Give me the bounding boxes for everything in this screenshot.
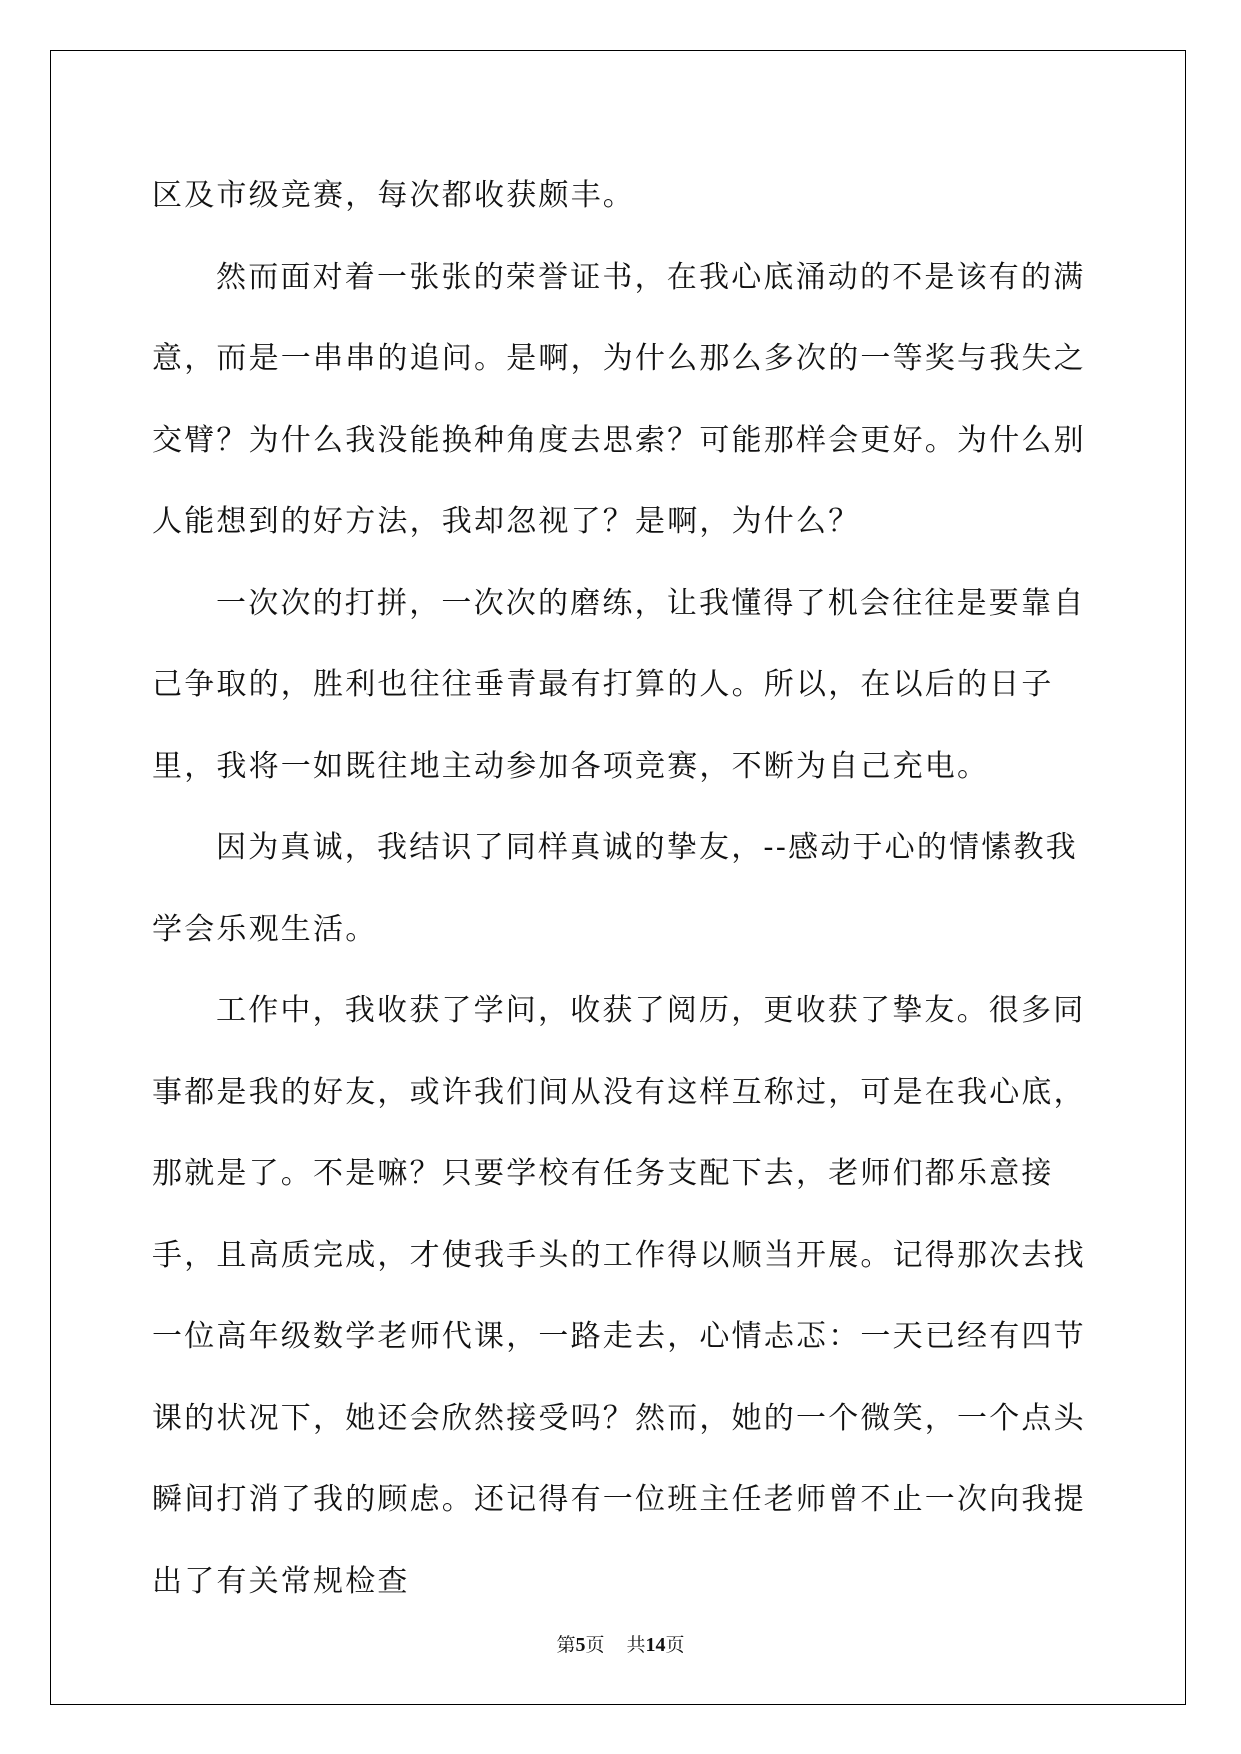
page-prefix: 第 [556,1634,576,1656]
page-footer [0,1630,1241,1657]
total-prefix: 共 [626,1634,646,1656]
paragraph-4: 因为真诚，我结识了同样真诚的挚友，--感动于心的情愫教我学会乐观生活。 [152,830,1078,947]
document-body [152,155,1092,1622]
paragraph-3: 一次次的打拼，一次次的磨练，让我懂得了机会往往是要靠自己争取的，胜利也往往垂青最有打算的人。所以，在以后的日子里，我将一如既往地主动参加各项竞赛，不断为自己充电。 [152,585,1086,784]
page-number: 5 [575,1634,586,1656]
page-suffix: 页 [585,1634,605,1656]
total-suffix: 页 [665,1634,685,1656]
paragraph-1: 区及市级竞赛，每次都收获颇丰。 [152,178,635,213]
total-pages: 14 [645,1634,666,1656]
paragraph-2: 然而面对着一张张的荣誉证书，在我心底涌动的不是该有的满意，而是一串串的追问。是啊，为什么那么多次的一等奖与我失之交臂？为什么我没能换种角度去思索？可能那样会更好。为什么别人能想到的好方法，我却忽视了？是啊，为什么？ [152,259,1086,539]
paragraph-5: 工作中，我收获了学问，收获了阅历，更收获了挚友。很多同事都是我的好友，或许我们间从没有这样互称过，可是在我心底，那就是了。不是嘛？只要学校有任务支配下去，老师们都乐意接手，且高质完成，才使我手头的工作得以顺当开展。记得那次去找一位高年级数学老师代课，一路走去，心情忐忑：一天已经有四节课的状况下，她还会欣然接受吗？然而，她的一个微笑，一个点头瞬间打消了我的顾虑。还记得有一位班主任老师曾不止一次向我提出了有关常规检查 [152,993,1086,1599]
